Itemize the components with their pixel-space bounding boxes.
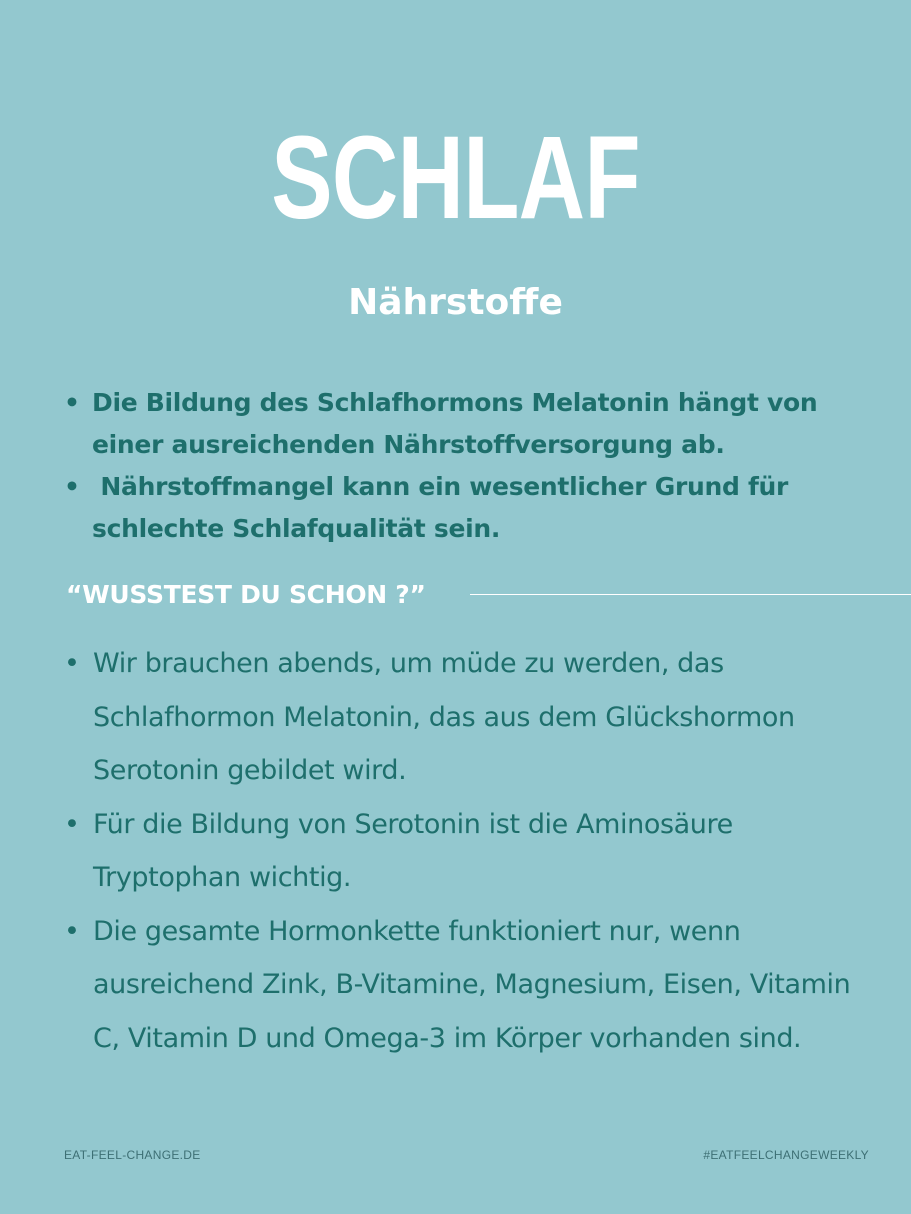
section-heading: “WUSSTEST DU SCHON ?” [66, 580, 426, 609]
page-title: SCHLAF [271, 112, 640, 244]
intro-bullet-list [64, 382, 864, 550]
bullet-icon: • [64, 915, 80, 947]
page-subtitle: Nährstoffe [348, 282, 563, 323]
website-link[interactable]: EAT-FEEL-CHANGE.DE [64, 1148, 201, 1162]
section-divider [66, 574, 911, 616]
hashtag-label: #EATFEELCHANGEWEEKLY [703, 1148, 869, 1162]
list-item [64, 637, 884, 798]
bullet-icon: • [64, 388, 80, 417]
list-item-text: Nährstoffmangel kann ein wesentlicher Grund für schlechte Schlafqualität sein. [92, 472, 797, 543]
list-item-text: Die gesamte Hormonkette funktioniert nur, wenn ausreichend Zink, B-Vitamine, Magnesium, Eisen, Vitamin C, Vitamin D und Omega-3 im Körper vorhanden sind. [93, 915, 851, 1054]
list-item-text: Die Bildung des Schlafhormons Melatonin hängt von einer ausreichenden Nährstoffversorgung ab. [92, 388, 818, 459]
list-item [64, 798, 884, 905]
list-item [64, 382, 864, 466]
bullet-icon: • [64, 648, 80, 679]
list-item [64, 905, 884, 1066]
list-item [64, 466, 864, 550]
divider-line [470, 594, 911, 595]
bullet-icon: • [64, 808, 80, 840]
bullet-icon: • [64, 472, 80, 501]
list-item-text: Wir brauchen abends, um müde zu werden, das Schlafhormon Melatonin, das aus dem Glückshormon Serotonin gebildet wird. [93, 648, 795, 786]
list-item-text: Für die Bildung von Serotonin ist die Aminosäure Tryptophan wichtig. [93, 808, 733, 893]
facts-bullet-list [64, 637, 884, 1065]
